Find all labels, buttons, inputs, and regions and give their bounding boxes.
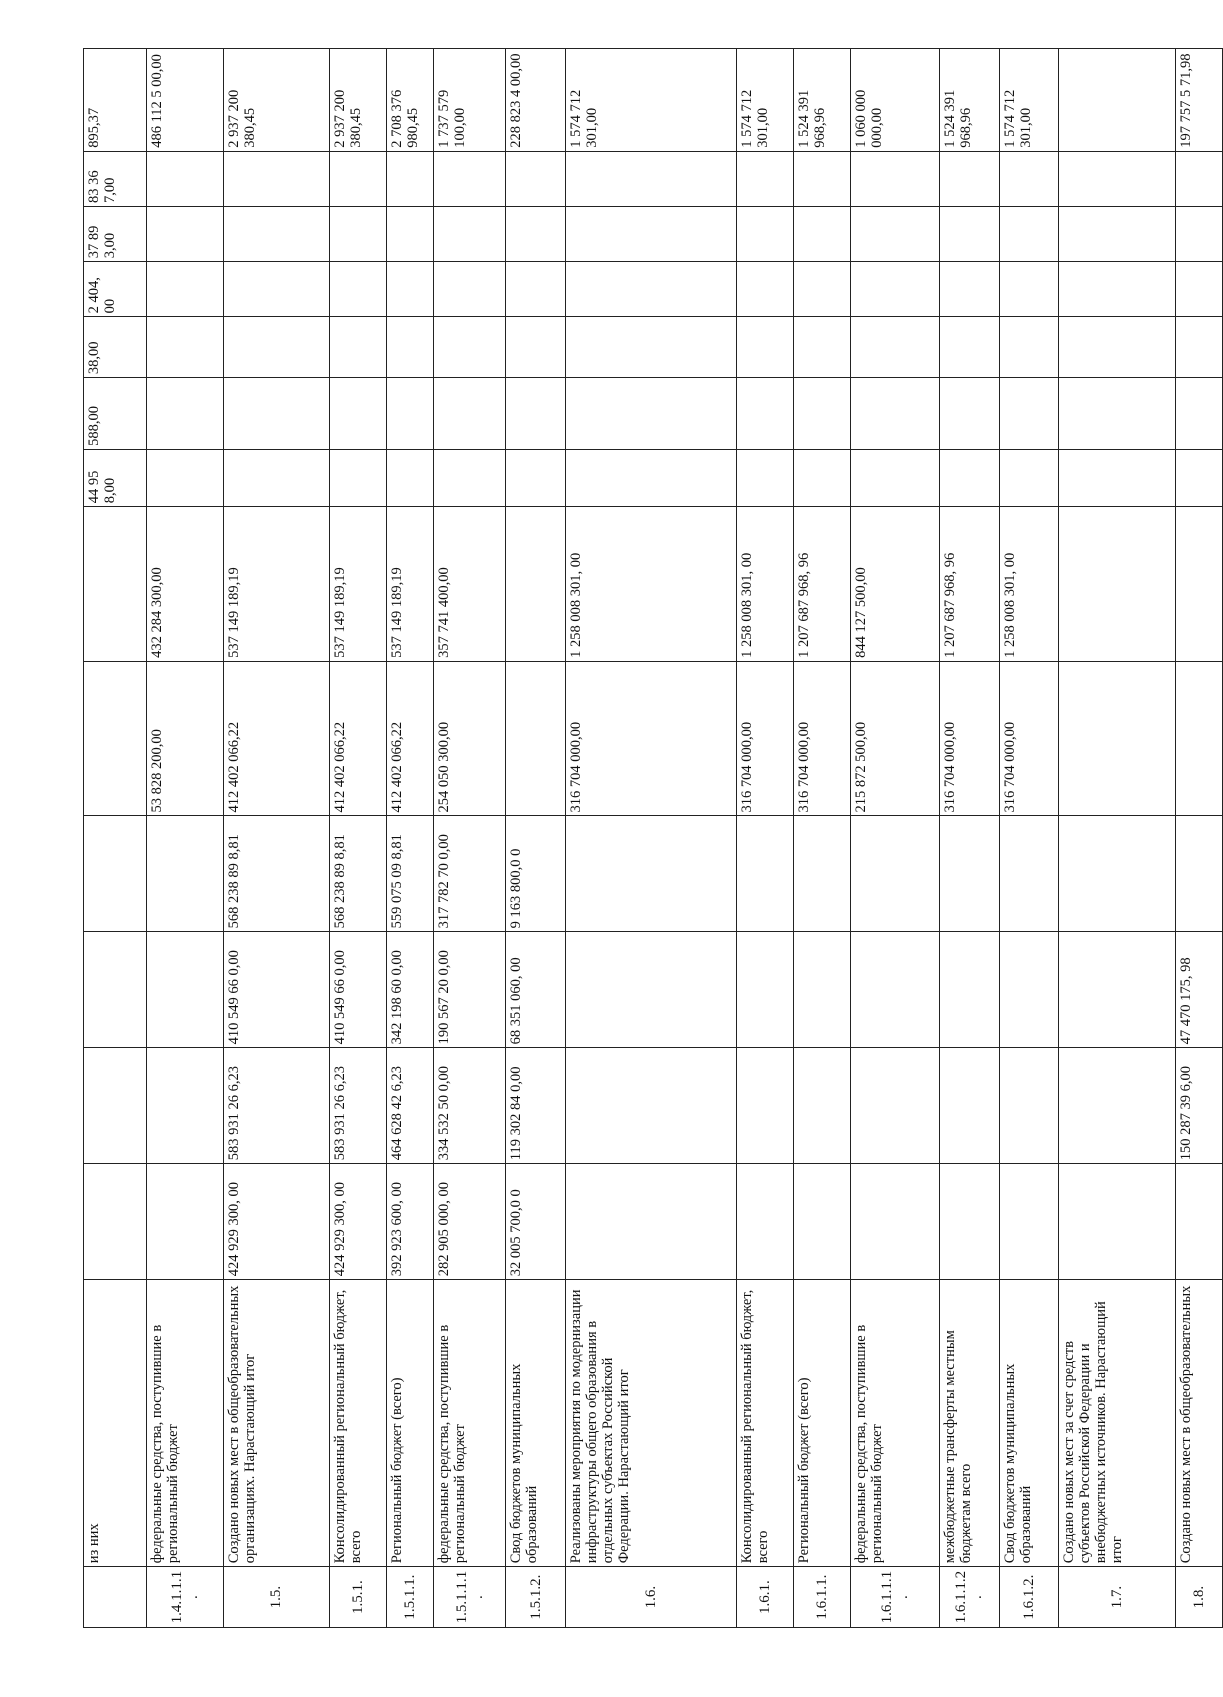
row-name: федеральные средства, поступившие в региональный бюджет [434, 1280, 506, 1567]
value-cell [1059, 1164, 1176, 1280]
value-cell [737, 378, 794, 450]
value-cell: 1 524 391 968,96 [940, 49, 1000, 152]
value-cell [387, 449, 434, 506]
table-row [737, 49, 794, 1628]
value-cell: 895,37 [84, 49, 147, 152]
value-cell [737, 151, 794, 206]
value-cell: 410 549 66 0,00 [330, 932, 387, 1048]
value-cell [565, 1164, 736, 1280]
value-cell [1059, 1048, 1176, 1164]
value-cell [737, 816, 794, 932]
value-cell [737, 1048, 794, 1164]
value-cell: 410 549 66 0,00 [223, 932, 330, 1048]
row-number: 1.8. [1175, 1567, 1222, 1628]
value-cell: 1 207 687 968, 96 [794, 507, 851, 662]
table-row [999, 49, 1059, 1628]
value-cell: 464 628 42 6,23 [387, 1048, 434, 1164]
value-cell: 1 574 712 301,00 [999, 49, 1059, 152]
value-cell [1059, 507, 1176, 662]
table-row [940, 49, 1000, 1628]
value-cell: 2 937 200 380,45 [223, 49, 330, 152]
value-cell [1059, 49, 1176, 152]
value-cell [999, 378, 1059, 450]
row-name: межбюджетные трансферты местным бюджетам всего [940, 1280, 1000, 1567]
value-cell [147, 317, 223, 378]
value-cell: 83 36 7,00 [84, 151, 147, 206]
row-name: Свод бюджетов муниципальных образований [506, 1280, 566, 1567]
value-cell [999, 207, 1059, 262]
value-cell [940, 262, 1000, 317]
value-cell [794, 207, 851, 262]
value-cell [147, 262, 223, 317]
budget-table [83, 48, 1223, 1628]
value-cell [940, 317, 1000, 378]
value-cell [940, 449, 1000, 506]
table-row [851, 49, 940, 1628]
row-number: 1.5.1.1.1. [434, 1567, 506, 1628]
value-cell [851, 262, 940, 317]
value-cell [1175, 449, 1222, 506]
value-cell [737, 449, 794, 506]
value-cell [387, 151, 434, 206]
value-cell: 583 931 26 6,23 [330, 1048, 387, 1164]
value-cell [434, 317, 506, 378]
value-cell [506, 507, 566, 662]
value-cell: 844 127 500,00 [851, 507, 940, 662]
value-cell: 316 704 000,00 [999, 661, 1059, 816]
value-cell [223, 317, 330, 378]
value-cell [387, 378, 434, 450]
value-cell [1059, 151, 1176, 206]
value-cell [565, 932, 736, 1048]
value-cell [84, 816, 147, 932]
value-cell [147, 151, 223, 206]
table-row [565, 49, 736, 1628]
table-row [387, 49, 434, 1628]
value-cell: 559 075 09 8,81 [387, 816, 434, 932]
row-name: Свод бюджетов муниципальных образований [999, 1280, 1059, 1567]
value-cell: 588,00 [84, 378, 147, 450]
value-cell [1175, 151, 1222, 206]
value-cell: 1 060 000 000,00 [851, 49, 940, 152]
value-cell [330, 151, 387, 206]
value-cell [851, 932, 940, 1048]
row-name: Консолидированный региональный бюджет, всего [330, 1280, 387, 1567]
value-cell [794, 262, 851, 317]
value-cell [147, 816, 223, 932]
value-cell: 1 737 579 100,00 [434, 49, 506, 152]
table-row [330, 49, 387, 1628]
value-cell [330, 449, 387, 506]
value-cell [737, 262, 794, 317]
value-cell: 119 302 84 0,00 [506, 1048, 566, 1164]
row-name: федеральные средства, поступившие в региональный бюджет [851, 1280, 940, 1567]
row-number: 1.5.1.2. [506, 1567, 566, 1628]
value-cell [851, 378, 940, 450]
table-row [794, 49, 851, 1628]
table-row [1175, 49, 1222, 1628]
value-cell: 537 149 189,19 [223, 507, 330, 662]
value-cell [737, 1164, 794, 1280]
value-cell: 537 149 189,19 [330, 507, 387, 662]
value-cell: 44 95 8,00 [84, 449, 147, 506]
value-cell [434, 378, 506, 450]
value-cell [794, 816, 851, 932]
row-number: 1.4.1.1.1. [147, 1567, 223, 1628]
value-cell: 190 567 20 0,00 [434, 932, 506, 1048]
value-cell: 32 005 700,0 0 [506, 1164, 566, 1280]
row-number: 1.6.1. [737, 1567, 794, 1628]
value-cell: 583 931 26 6,23 [223, 1048, 330, 1164]
value-cell [999, 151, 1059, 206]
row-number: 1.6. [565, 1567, 736, 1628]
value-cell [999, 1164, 1059, 1280]
value-cell: 68 351 060, 00 [506, 932, 566, 1048]
value-cell [940, 207, 1000, 262]
row-number: 1.6.1.2. [999, 1567, 1059, 1628]
value-cell [506, 317, 566, 378]
value-cell [851, 816, 940, 932]
value-cell [223, 207, 330, 262]
row-name: федеральные средства, поступившие в региональный бюджет [147, 1280, 223, 1567]
value-cell [940, 378, 1000, 450]
value-cell [387, 317, 434, 378]
row-name: Создано новых мест за счет средств субъектов Российской Федерации и внебюджетных источников. Нарастающий итог [1059, 1280, 1176, 1567]
value-cell [999, 262, 1059, 317]
value-cell: 254 050 300,00 [434, 661, 506, 816]
value-cell [84, 507, 147, 662]
value-cell [506, 449, 566, 506]
value-cell [737, 932, 794, 1048]
value-cell [1059, 207, 1176, 262]
value-cell [434, 262, 506, 317]
value-cell [851, 1164, 940, 1280]
value-cell [794, 378, 851, 450]
value-cell: 215 872 500,00 [851, 661, 940, 816]
value-cell: 1 574 712 301,00 [737, 49, 794, 152]
value-cell [565, 151, 736, 206]
value-cell: 1 258 008 301, 00 [999, 507, 1059, 662]
row-name: Создано новых мест в общеобразовательных организациях. Нарастающий итог [223, 1280, 330, 1567]
value-cell [1175, 207, 1222, 262]
row-number: 1.5.1.1. [387, 1567, 434, 1628]
value-cell [794, 932, 851, 1048]
value-cell [999, 932, 1059, 1048]
value-cell [1059, 317, 1176, 378]
value-cell [565, 378, 736, 450]
value-cell [737, 207, 794, 262]
value-cell: 1 524 391 968,96 [794, 49, 851, 152]
value-cell [999, 1048, 1059, 1164]
value-cell [147, 1164, 223, 1280]
value-cell: 9 163 800,0 0 [506, 816, 566, 932]
value-cell [506, 262, 566, 317]
value-cell: 424 929 300, 00 [330, 1164, 387, 1280]
value-cell: 1 207 687 968, 96 [940, 507, 1000, 662]
value-cell: 38,00 [84, 317, 147, 378]
value-cell [147, 207, 223, 262]
value-cell [940, 816, 1000, 932]
value-cell [851, 449, 940, 506]
table-row [84, 49, 147, 1628]
value-cell: 1 258 008 301, 00 [565, 507, 736, 662]
value-cell [999, 449, 1059, 506]
value-cell: 486 112 5 00,00 [147, 49, 223, 152]
value-cell: 392 923 600, 00 [387, 1164, 434, 1280]
value-cell: 47 470 175, 98 [1175, 932, 1222, 1048]
value-cell [794, 449, 851, 506]
table-row [223, 49, 330, 1628]
value-cell [84, 932, 147, 1048]
value-cell [940, 1048, 1000, 1164]
row-name: Создано новых мест в общеобразовательных [1175, 1280, 1222, 1567]
value-cell [506, 207, 566, 262]
value-cell [1059, 378, 1176, 450]
row-name: Реализованы мероприятия по модернизации инфраструктуры общего образования в отдельных субъектах Российской Федерации. Нарастающий итог [565, 1280, 736, 1567]
value-cell: 37 89 3,00 [84, 207, 147, 262]
row-number [84, 1567, 147, 1628]
value-cell: 150 287 39 6,00 [1175, 1048, 1222, 1164]
table-row [506, 49, 566, 1628]
value-cell: 342 198 60 0,00 [387, 932, 434, 1048]
value-cell [84, 661, 147, 816]
value-cell [851, 207, 940, 262]
value-cell [851, 151, 940, 206]
value-cell: 317 782 70 0,00 [434, 816, 506, 932]
value-cell: 537 149 189,19 [387, 507, 434, 662]
row-number: 1.6.1.1.2. [940, 1567, 1000, 1628]
value-cell: 424 929 300, 00 [223, 1164, 330, 1280]
value-cell: 432 284 300,00 [147, 507, 223, 662]
value-cell [565, 449, 736, 506]
value-cell [794, 151, 851, 206]
value-cell [999, 816, 1059, 932]
value-cell [940, 932, 1000, 1048]
value-cell: 228 823 4 00,00 [506, 49, 566, 152]
value-cell [851, 317, 940, 378]
value-cell: 53 828 200,00 [147, 661, 223, 816]
value-cell [940, 1164, 1000, 1280]
value-cell [1059, 449, 1176, 506]
value-cell [565, 262, 736, 317]
value-cell [1059, 262, 1176, 317]
value-cell: 316 704 000,00 [940, 661, 1000, 816]
value-cell: 197 757 5 71,98 [1175, 49, 1222, 152]
row-number: 1.7. [1059, 1567, 1176, 1628]
value-cell [330, 262, 387, 317]
row-name: Консолидированный региональный бюджет, всего [737, 1280, 794, 1567]
value-cell: 1 258 008 301, 00 [737, 507, 794, 662]
value-cell [1175, 262, 1222, 317]
value-cell [1175, 661, 1222, 816]
value-cell [147, 378, 223, 450]
value-cell [1175, 317, 1222, 378]
value-cell [506, 661, 566, 816]
value-cell [940, 151, 1000, 206]
value-cell: 568 238 89 8,81 [223, 816, 330, 932]
value-cell [147, 449, 223, 506]
value-cell: 316 704 000,00 [737, 661, 794, 816]
value-cell: 316 704 000,00 [565, 661, 736, 816]
value-cell [434, 449, 506, 506]
value-cell [330, 378, 387, 450]
value-cell [1175, 507, 1222, 662]
value-cell [330, 317, 387, 378]
value-cell [434, 207, 506, 262]
value-cell: 412 402 066,22 [330, 661, 387, 816]
value-cell [223, 449, 330, 506]
value-cell [147, 932, 223, 1048]
value-cell [506, 151, 566, 206]
value-cell: 1 574 712 301,00 [565, 49, 736, 152]
value-cell [330, 207, 387, 262]
value-cell: 412 402 066,22 [387, 661, 434, 816]
value-cell: 412 402 066,22 [223, 661, 330, 816]
value-cell: 2 708 376 980,45 [387, 49, 434, 152]
value-cell [1175, 1164, 1222, 1280]
table-row [1059, 49, 1176, 1628]
value-cell [1059, 816, 1176, 932]
value-cell [223, 378, 330, 450]
value-cell [999, 317, 1059, 378]
value-cell: 568 238 89 8,81 [330, 816, 387, 932]
value-cell [851, 1048, 940, 1164]
row-number: 1.5.1. [330, 1567, 387, 1628]
value-cell: 334 532 50 0,00 [434, 1048, 506, 1164]
value-cell: 316 704 000,00 [794, 661, 851, 816]
value-cell [147, 1048, 223, 1164]
value-cell [387, 262, 434, 317]
value-cell: 2 404, 00 [84, 262, 147, 317]
value-cell [737, 317, 794, 378]
value-cell [1059, 661, 1176, 816]
row-name: из них [84, 1280, 147, 1567]
value-cell [84, 1164, 147, 1280]
value-cell [794, 1048, 851, 1164]
rotated-page [83, 48, 1223, 1628]
value-cell [506, 378, 566, 450]
value-cell [794, 1164, 851, 1280]
value-cell [565, 317, 736, 378]
table-row [434, 49, 506, 1628]
value-cell [223, 151, 330, 206]
value-cell: 357 741 400,00 [434, 507, 506, 662]
value-cell [387, 207, 434, 262]
value-cell [565, 207, 736, 262]
value-cell [1059, 932, 1176, 1048]
value-cell [565, 816, 736, 932]
row-number: 1.6.1.1.1. [851, 1567, 940, 1628]
value-cell [223, 262, 330, 317]
value-cell: 282 905 000, 00 [434, 1164, 506, 1280]
value-cell [565, 1048, 736, 1164]
value-cell [794, 317, 851, 378]
value-cell [1175, 378, 1222, 450]
value-cell [434, 151, 506, 206]
row-number: 1.5. [223, 1567, 330, 1628]
row-number: 1.6.1.1. [794, 1567, 851, 1628]
value-cell: 2 937 200 380,45 [330, 49, 387, 152]
table-row [147, 49, 223, 1628]
value-cell [1175, 816, 1222, 932]
value-cell [84, 1048, 147, 1164]
row-name: Региональный бюджет (всего) [387, 1280, 434, 1567]
row-name: Региональный бюджет (всего) [794, 1280, 851, 1567]
